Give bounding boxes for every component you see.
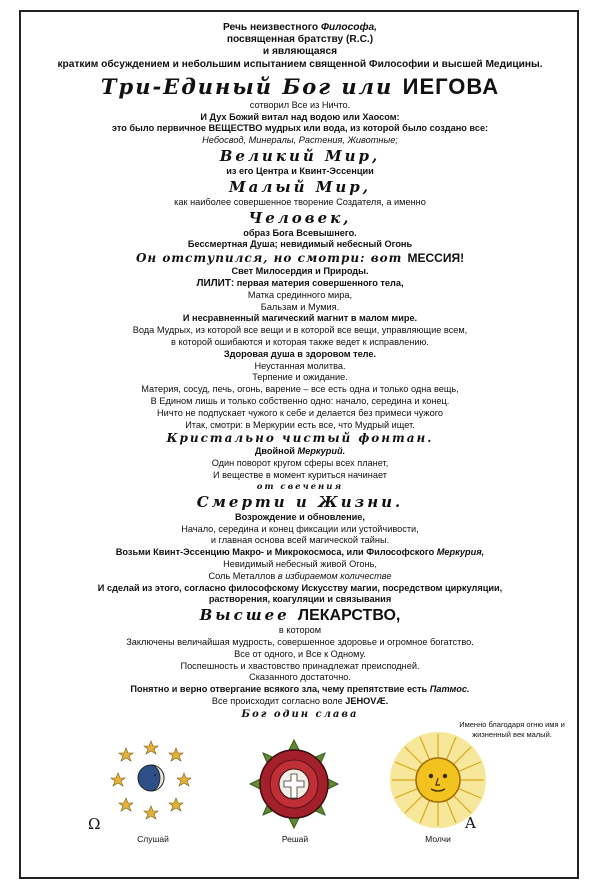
line: Поспешность и хвастовство принадлежат преисподней. — [180, 660, 420, 671]
line: и главная основа всей магической тайны. — [210, 535, 390, 546]
line: ЛИЛИТ: первая материя совершенного тела, — [196, 277, 404, 289]
line: Итак, смотри: в Меркурии есть все, что Мудрый ищет. — [185, 419, 415, 430]
line: И веществе в момент куриться начинает — [212, 469, 388, 480]
line: Заключены величайшая мудрость, совершенное здоровье и огромное богатство. — [126, 636, 474, 647]
line: Бессмертная Душа; невидимый небесный Огонь — [187, 239, 413, 250]
line: как наиболее совершенное творение Создателя, а именно — [174, 196, 426, 207]
header-line-2: посвященная братству (R.C.) — [226, 34, 374, 46]
gothic-heading: Смерти и Жизни. — [196, 492, 404, 511]
line: Бальзам и Мумия. — [260, 301, 340, 312]
line: Матка срединного мира, — [247, 289, 353, 300]
line: Материя, сосуд, печь, огонь, варение – все есть одна и только одна вещь, — [141, 384, 459, 395]
alpha-symbol: A — [465, 814, 476, 832]
line: И сделай из этого, согласно философскому Искусству магии, посредством циркуляции, — [97, 582, 503, 593]
line: И несравненный магический магнит в малом мире. — [182, 313, 418, 324]
page-title: Три-Единый Бог или ИЕГОВА — [100, 73, 500, 99]
line: В Едином лишь и только собственно одно: начало, середина и конец. — [150, 395, 450, 406]
gothic-heading: Малый Мир, — [229, 177, 371, 196]
moon-stars-icon — [108, 738, 194, 824]
line: Все от одного, и Все к Одному. — [234, 648, 366, 659]
line: Здоровая душа в здоровом теле. — [223, 348, 377, 359]
line: Свет Милосердия и Природы. — [231, 266, 369, 277]
line: Сказанного достаточно. — [249, 672, 351, 683]
gothic-heading: Великий Мир, — [219, 147, 381, 165]
gothic-closing: Бог один слава — [241, 708, 359, 720]
line: Ничто не подпускает чужого к себе и делается без примеси чужого — [157, 407, 443, 418]
line: И Дух Божий витал над водою или Хаосом: — [200, 111, 400, 122]
line: Начало, середина и конец фиксации или устойчивости, — [181, 523, 419, 534]
fire-note: Именно благодаря огню имя и жизненный век малый. — [459, 720, 565, 739]
messiah-line: Он отступился, но смотри: вот МЕССИЯ! — [135, 251, 465, 266]
line: Все происходит согласно воле JEHOVÆ. — [211, 695, 389, 706]
remedy-line: Высшее ЛЕКАРСТВО, — [199, 606, 401, 625]
caption-decide: Решай — [281, 834, 309, 844]
rose-cross-icon — [248, 738, 340, 830]
line: это было первичное ВЕЩЕСТВО мудрых или вода, из которой было создано все: — [111, 123, 489, 134]
line: Неустанная молитва. — [254, 360, 346, 371]
caption-listen: Слушай — [137, 834, 169, 844]
caption-silence: Молчи — [425, 834, 451, 844]
line: Понятно и верно отвергание всякого зла, чему препятствие есть Патмос. — [130, 684, 470, 695]
gothic-heading: Человек, — [248, 208, 352, 227]
line: Терпение и ожидание. — [252, 372, 348, 383]
line: из его Центра и Квинт-Эссенции — [226, 166, 374, 176]
line: растворения, коагуляции и связывания — [208, 594, 392, 605]
line: Соль Металлов в избираемом количестве — [208, 570, 392, 581]
line: Вода Мудрых, из которой все вещи и в которой все вещи, управляющие всем, — [132, 325, 468, 336]
line: образ Бога Всевышнего. — [243, 227, 357, 238]
line: Возьми Квинт-Эссенцию Макро- и Микрокосмоса, или Философского Меркурия, — [115, 547, 485, 558]
line: сотворил Все из Ничто. — [249, 99, 351, 110]
header-line-1: Речь неизвестного Философа, — [223, 22, 377, 33]
line: Возрождение и обновление, — [235, 511, 365, 522]
line: в котором — [278, 625, 322, 636]
gothic-heading: Кристально чистый фонтан. — [166, 431, 434, 446]
line: Двойной Меркурий. — [254, 446, 346, 457]
line: Невидимый небесный живой Огонь, — [223, 558, 377, 569]
header-line-4: кратким обсуждением и небольшим испытанием священной Философии и высшей Медицины. — [57, 58, 543, 70]
line: в которой ошибаются и которая также ведет к исправлению. — [171, 336, 429, 347]
line: Один поворот кругом сферы всех планет, — [211, 458, 389, 469]
header-line-3: и являющаяся — [262, 46, 338, 58]
line: Небосвод, Минералы, Растения, Животные; — [202, 135, 398, 146]
omega-symbol: Ω — [88, 815, 101, 833]
main-text — [22, 22, 578, 721]
gothic-small: от свечения — [256, 481, 344, 492]
